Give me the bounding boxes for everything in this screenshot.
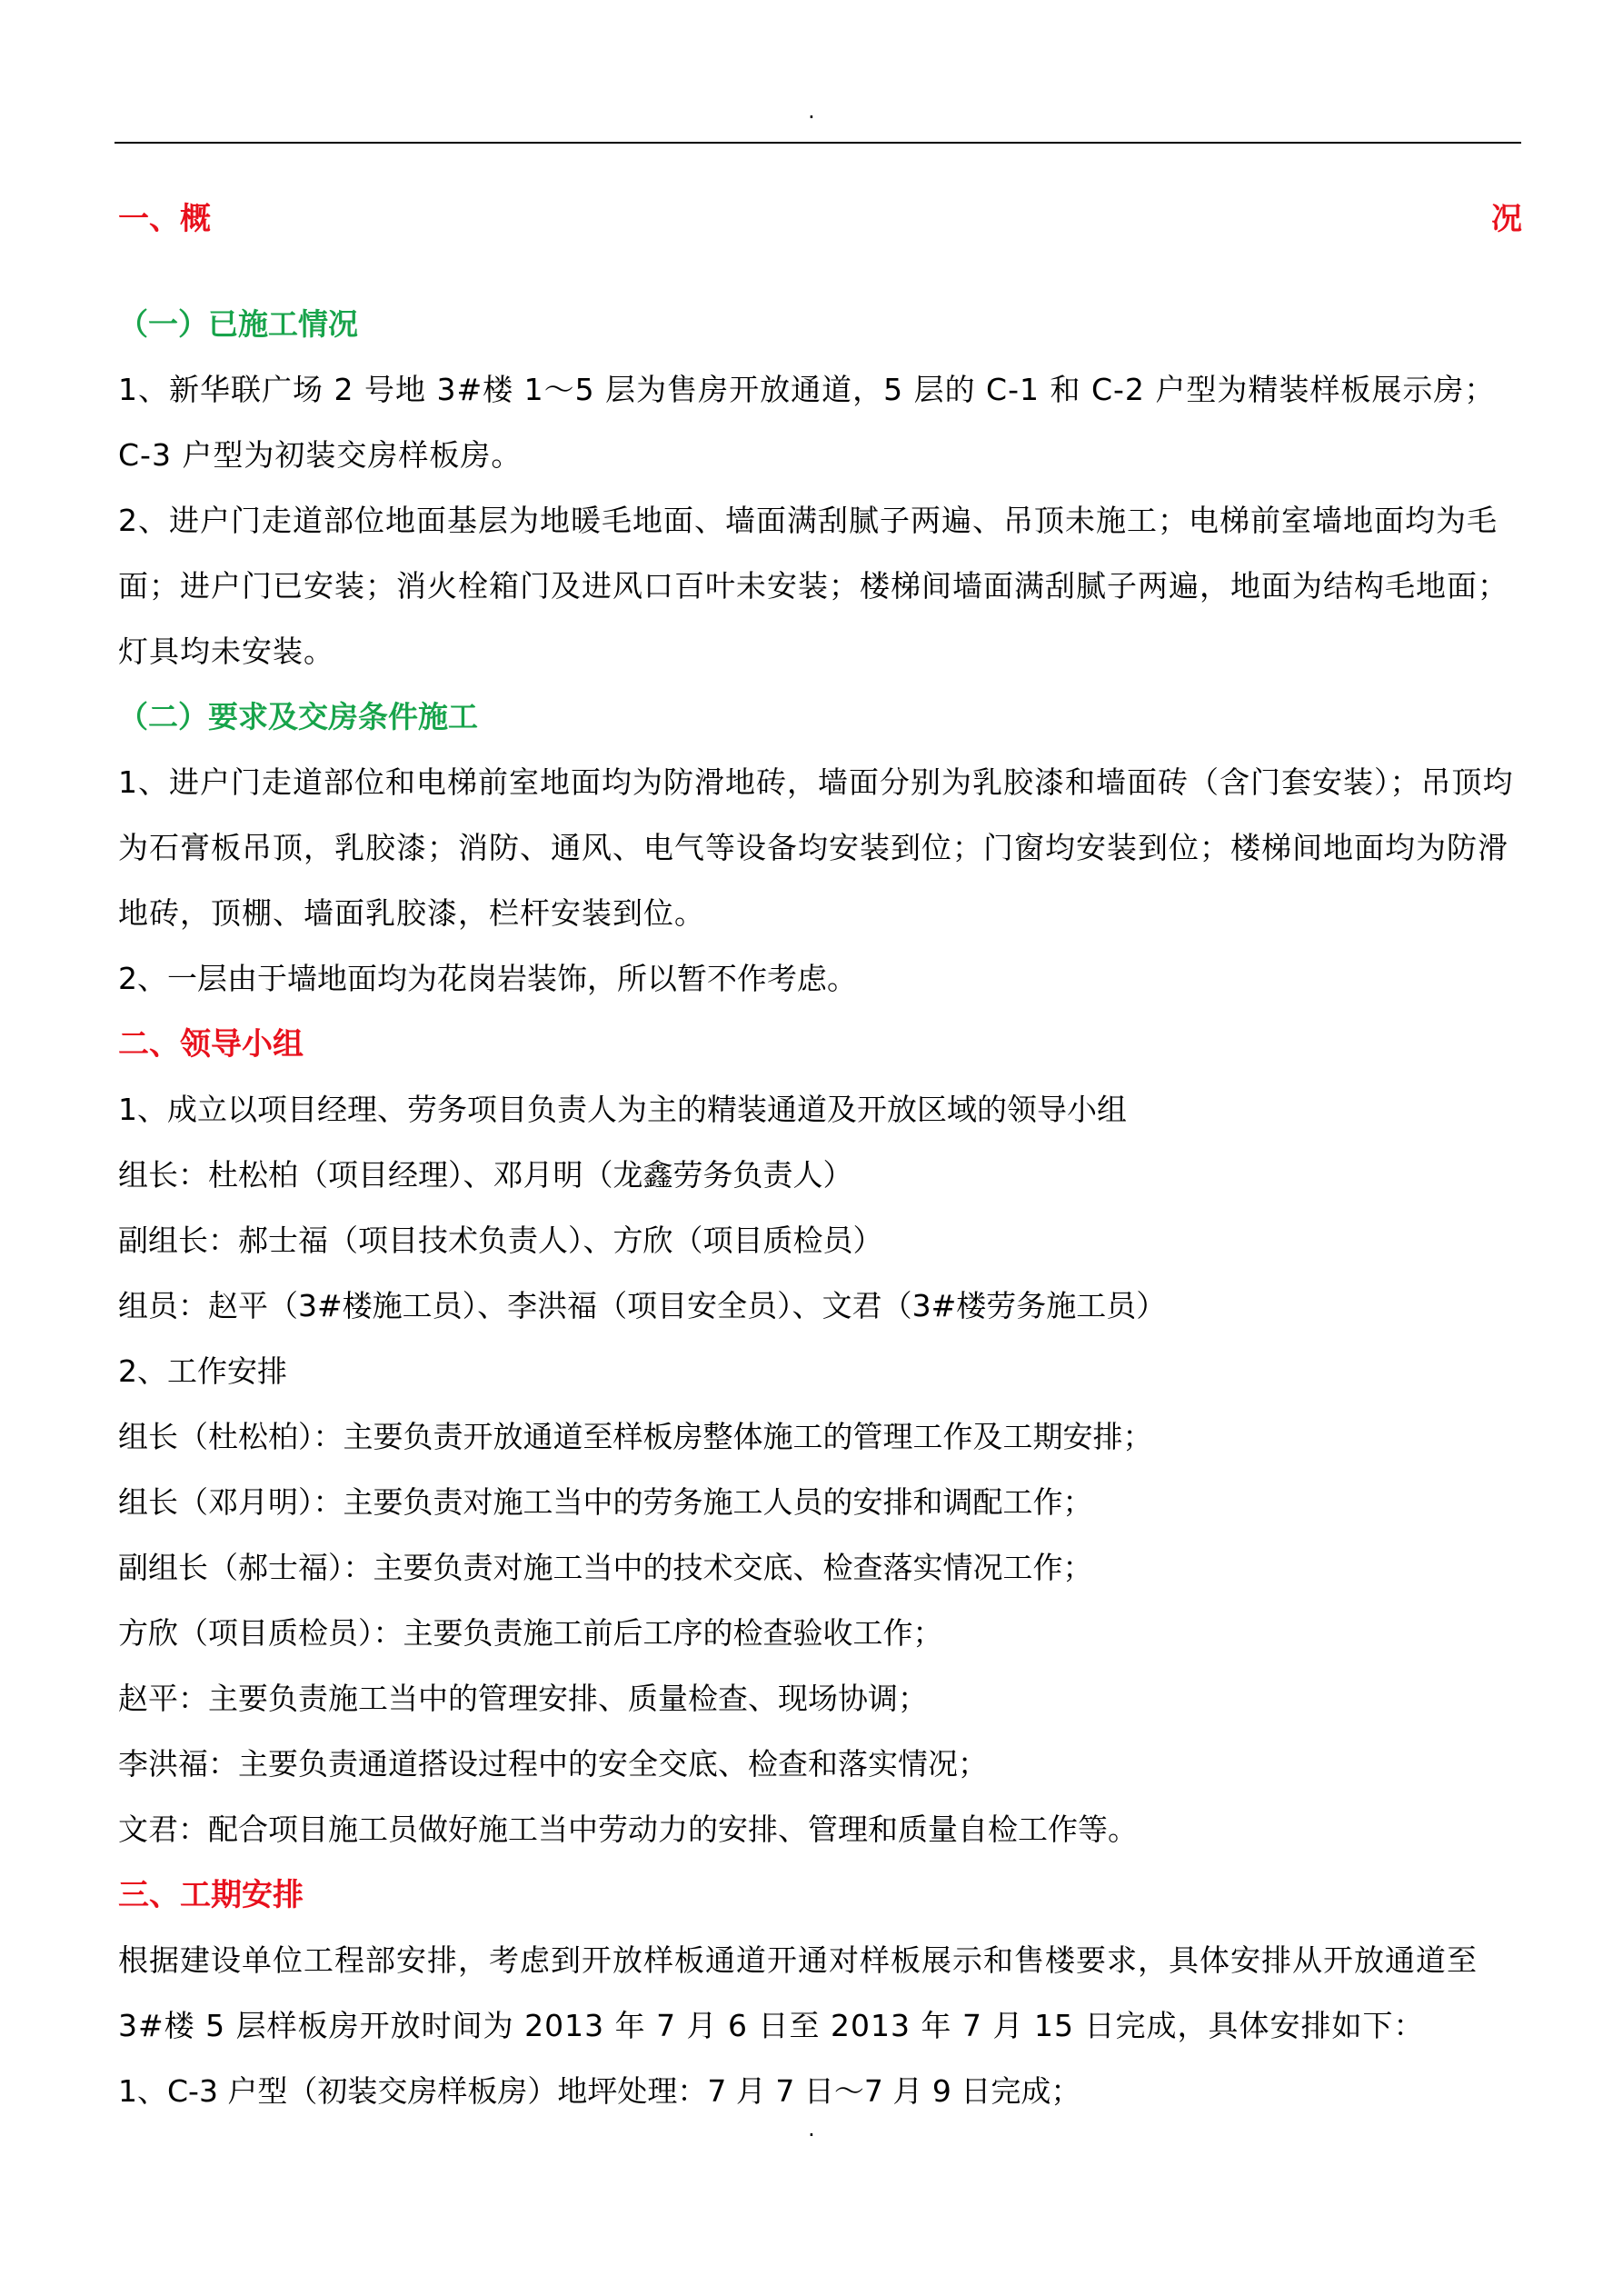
header-rule	[115, 142, 1521, 144]
section-2-heading: 二、领导小组	[118, 1026, 304, 1063]
paragraph: 2、进户门走道部位地面基层为地暖毛地面、墙面满刮腻子两遍、吊顶未施工；电梯前室墙地面均为毛面；进户门已安装；消火栓箱门及进风口百叶未安装；楼梯间墙面满刮腻子两遍，地面为结构毛地面；灯具均未安装。	[118, 503, 1508, 669]
paragraph: 根据建设单位工程部安排，考虑到开放样板通道开通对样板展示和售楼要求，具体安排从开放通道至 3#楼 5 层样板房开放时间为 2013 年 7 月 6 日至 2013 年 7 月 15 日完成，具体安排如下：	[118, 1942, 1478, 2043]
list-item: 2、工作安排	[118, 1353, 287, 1389]
document-body	[118, 186, 1522, 2124]
section-3-heading: 三、工期安排	[118, 1877, 304, 1913]
list-item: 副组长：郝士福（项目技术负责人）、方欣（项目质检员）	[118, 1223, 883, 1258]
section-1-heading-left: 一、概	[118, 201, 211, 237]
section-1-heading	[118, 186, 1522, 252]
paragraph: 1、进户门走道部位和电梯前室地面均为防滑地砖，墙面分别为乳胶漆和墙面砖（含门套安装）；吊顶均为石膏板吊顶，乳胶漆；消防、通风、电气等设备均安装到位；门窗均安装到位；楼梯间地面均为防滑地砖，顶棚、墙面乳胶漆，栏杆安装到位。	[118, 764, 1514, 931]
footer-dot: .	[808, 2116, 815, 2141]
subsection-2-heading: （二）要求及交房条件施工	[118, 699, 478, 734]
subsection-1-heading: （一）已施工情况	[118, 306, 358, 342]
list-item: 赵平：主要负责施工当中的管理安排、质量检查、现场协调；	[118, 1681, 928, 1716]
list-item: 李洪福：主要负责通道搭设过程中的安全交底、检查和落实情况；	[118, 1746, 988, 1782]
paragraph: 2、一层由于墙地面均为花岗岩装饰，所以暂不作考虑。	[118, 961, 857, 996]
list-item: 组员：赵平（3#楼施工员）、李洪福（项目安全员）、文君（3#楼劳务施工员）	[118, 1288, 1167, 1323]
list-item: 副组长（郝士福）：主要负责对施工当中的技术交底、检查落实情况工作；	[118, 1550, 1093, 1585]
list-item: 组长：杜松柏（项目经理）、邓月明（龙鑫劳务负责人）	[118, 1157, 853, 1193]
paragraph: 1、新华联广场 2 号地 3#楼 1～5 层为售房开放通道，5 层的 C-1 和 C-2 户型为精装样板展示房；C-3 户型为初装交房样板房。	[118, 372, 1496, 473]
list-item: 方欣（项目质检员）：主要负责施工前后工序的检查验收工作；	[118, 1615, 943, 1651]
list-item: 组长（邓月明）：主要负责对施工当中的劳务施工人员的安排和调配工作；	[118, 1484, 1093, 1520]
list-item: 1、C-3 户型（初装交房样板房）地坪处理：7 月 7 日～7 月 9 日完成；	[118, 2073, 1081, 2109]
list-item: 1、成立以项目经理、劳务项目负责人为主的精装通道及开放区域的领导小组	[118, 1092, 1127, 1127]
list-item: 文君：配合项目施工员做好施工当中劳动力的安排、管理和质量自检工作等。	[118, 1812, 1138, 1847]
section-1-heading-right: 况	[1491, 201, 1522, 237]
list-item: 组长（杜松柏）：主要负责开放通道至样板房整体施工的管理工作及工期安排；	[118, 1419, 1153, 1454]
header-dot: .	[808, 98, 815, 124]
